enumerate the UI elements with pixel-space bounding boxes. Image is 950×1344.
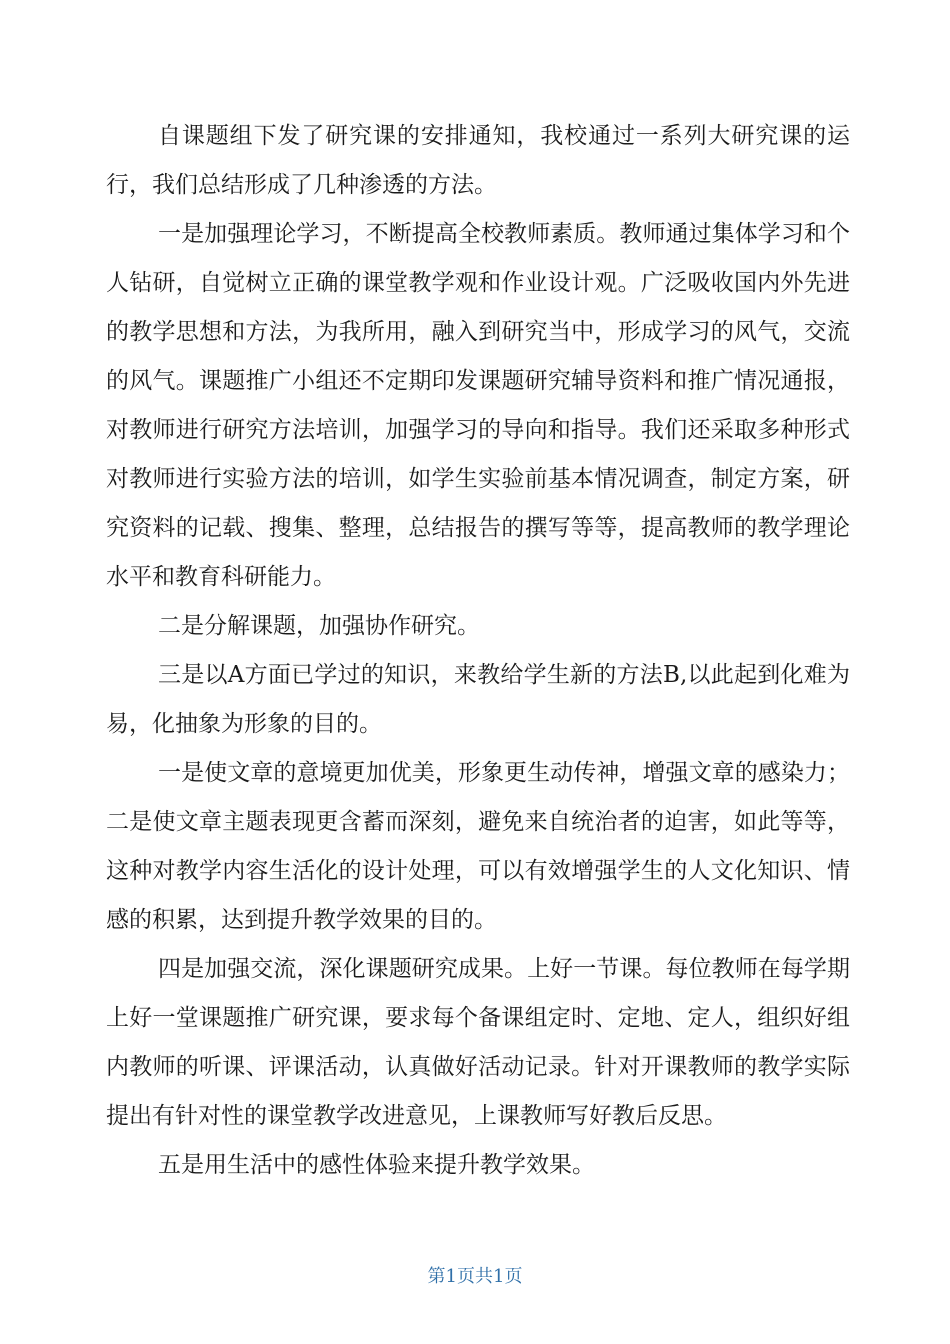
- paragraph-life-experience: 五是用生活中的感性体验来提升教学效果。: [158, 1152, 595, 1178]
- page-number-footer: 第1页共1页: [427, 1266, 523, 1287]
- document-body: [106, 112, 850, 1190]
- paragraph-article-mood: 一是使文章的意境更加优美，形象更生动传神，增强文章的感染力；二是使文章主题表现更含蓄而深刻，避免来自统治者的迫害，如此等等，这种对教学内容生活化的设计处理，可以有效增强学生的人文化知识、情感的积累，达到提升教学效果的目的。: [106, 760, 850, 933]
- paragraph-theory-study: 一是加强理论学习，不断提高全校教师素质。教师通过集体学习和个人钻研，自觉树立正确的课堂教学观和作业设计观。广泛吸收国内外先进的教学思想和方法，为我所用，融入到研究当中，形成学习的风气，交流的风气。课题推广小组还不定期印发课题研究辅导资料和推广情况通报，对教师进行研究方法培训，加强学习的导向和指导。我们还采取多种形式对教师进行实验方法的培训，如学生实验前基本情况调查，制定方案，研究资料的记载、搜集、整理，总结报告的撰写等等，提高教师的教学理论水平和教育科研能力。: [106, 221, 850, 590]
- paragraph-exchange: 四是加强交流，深化课题研究成果。上好一节课。每位教师在每学期上好一堂课题推广研究课，要求每个备课组定时、定地、定人，组织好组内教师的听课、评课活动，认真做好活动记录。针对开课教师的教学实际提出有针对性的课堂教学改进意见，上课教师写好教后反思。: [106, 956, 850, 1129]
- paragraph-decompose-topic: 二是分解课题，加强协作研究。: [158, 613, 480, 639]
- paragraph-prior-knowledge: 三是以A方面已学过的知识，来教给学生新的方法B,以此起到化难为易，化抽象为形象的目的。: [106, 662, 850, 737]
- paragraph-intro: 自课题组下发了研究课的安排通知，我校通过一系列大研究课的运行，我们总结形成了几种渗透的方法。: [106, 123, 850, 198]
